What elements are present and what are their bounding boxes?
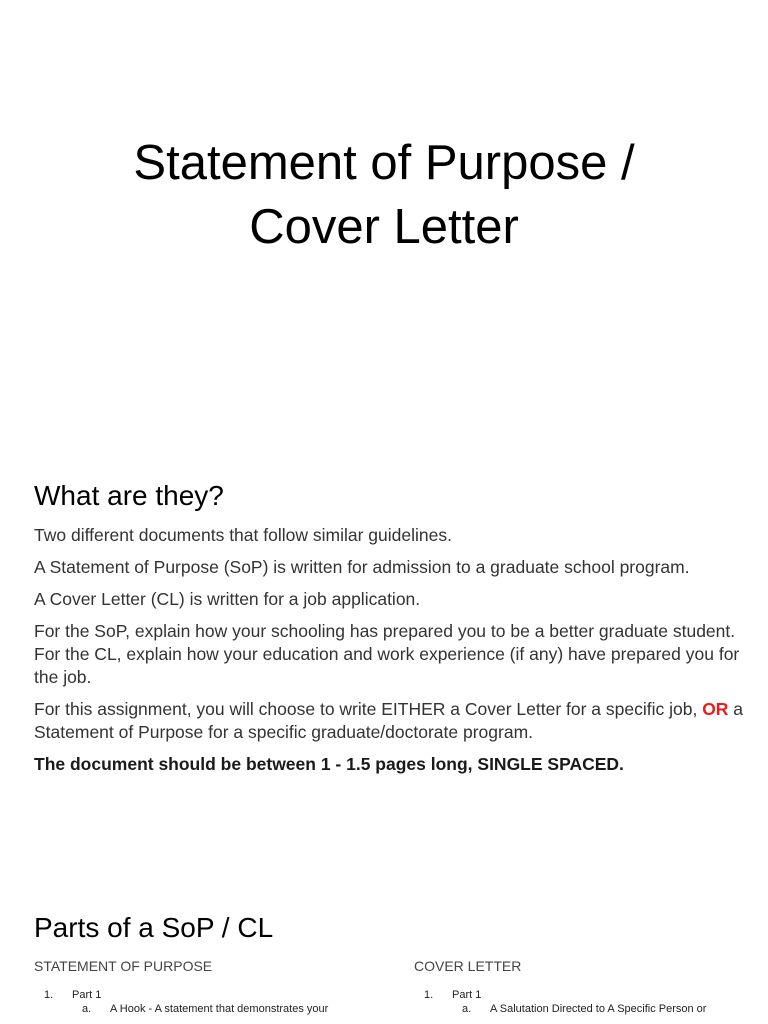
paragraph-cl-definition: A Cover Letter (CL) is written for a job application. — [34, 589, 421, 609]
sub-list-letter: a. — [82, 1003, 92, 1015]
assignment-text-end: a Statement of Purpose for a specific graduate/doctorate program. — [34, 699, 744, 742]
list-item — [34, 988, 374, 1002]
paragraph-intro: Two different documents that follow similar guidelines. — [34, 525, 452, 545]
list-item-text: Part 1 — [72, 989, 102, 1001]
cl-column — [414, 956, 754, 1016]
list-item-text: Part 1 — [452, 989, 482, 1001]
what-are-they-slide — [0, 450, 768, 870]
sop-column-header: STATEMENT OF PURPOSE — [34, 958, 213, 974]
sub-list-text: A Salutation Directed to A Specific Person or — [490, 1003, 707, 1015]
paragraph-length-requirement: The document should be between 1 - 1.5 pages long, SINGLE SPACED. — [34, 754, 624, 774]
document-title — [0, 131, 768, 259]
sub-list-item — [414, 1002, 754, 1016]
list-item — [414, 988, 754, 1002]
sub-list-text: A Hook - A statement that demonstrates your — [110, 1003, 329, 1015]
or-emphasis: OR — [702, 699, 729, 719]
sop-column — [34, 956, 374, 1016]
section-body — [34, 524, 744, 785]
sub-list-letter: a. — [462, 1003, 472, 1015]
assignment-text-start: For this assignment, you will choose to write EITHER a Cover Letter for a specific job, — [34, 699, 703, 719]
cl-column-header: COVER LETTER — [414, 958, 522, 974]
list-number: 1. — [44, 989, 54, 1001]
paragraph-sop-definition: A Statement of Purpose (SoP) is written for admission to a graduate school program. — [34, 557, 690, 577]
paragraph-explain: For the SoP, explain how your schooling has prepared you to be a better graduate student. For the CL, explain how your education and work experience (if any) have prepared you for the job. — [34, 621, 740, 687]
paragraph-assignment — [34, 698, 744, 744]
parts-slide — [0, 870, 768, 1024]
parts-heading: Parts of a SoP / CL — [34, 912, 274, 943]
title-line-1: Statement of Purpose / — [133, 135, 635, 190]
section-heading: What are they? — [34, 480, 224, 511]
title-slide — [0, 0, 768, 450]
sub-list-item — [34, 1002, 374, 1016]
list-number: 1. — [424, 989, 434, 1001]
title-line-2: Cover Letter — [249, 199, 519, 254]
